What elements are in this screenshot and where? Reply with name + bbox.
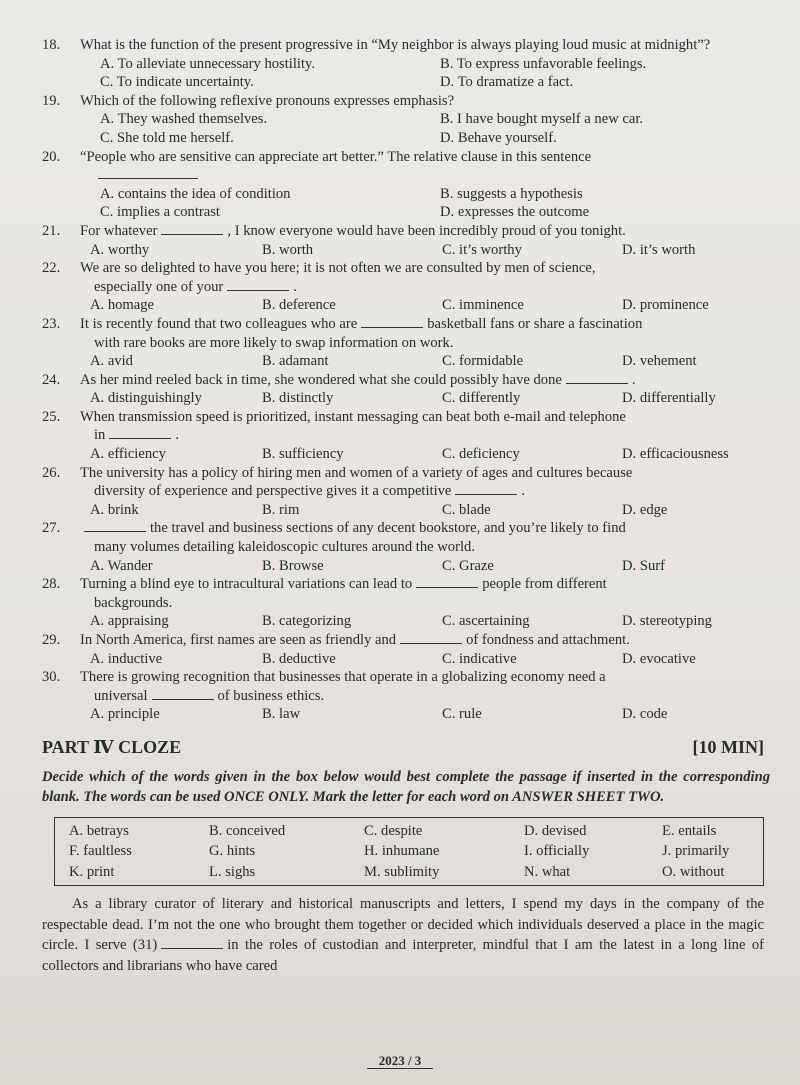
question-number: 26. <box>42 464 61 481</box>
question-stem-end: , I know everyone would have been incredibly proud of you tonight. <box>227 222 626 239</box>
option-b: B. sufficiency <box>262 446 344 463</box>
answer-blank <box>455 482 517 495</box>
question-stem: For whatever <box>80 222 158 239</box>
options <box>42 55 770 92</box>
option-c: C. blade <box>442 501 491 518</box>
option-b: B. adamant <box>262 353 329 370</box>
question-number: 28. <box>42 576 61 593</box>
question-27 <box>42 519 770 575</box>
question-number: 21. <box>42 222 61 239</box>
options <box>42 445 770 464</box>
option-a: A. To alleviate unnecessary hostility. <box>100 55 315 72</box>
question-stem: As her mind reeled back in time, she wondered what she could possibly have done <box>80 371 562 388</box>
question-24 <box>42 371 770 408</box>
option-d: D. expresses the outcome <box>440 204 590 221</box>
question-number: 30. <box>42 669 61 686</box>
question-stem: “People who are sensitive can appreciate art better.” The relative clause in this sentence <box>80 148 592 165</box>
question-stem: When transmission speed is prioritized, instant messaging can beat both e-mail and telephone <box>80 408 626 425</box>
option-d: D. it’s worth <box>622 241 696 258</box>
word-box-item: G. hints <box>209 843 256 860</box>
word-box <box>54 817 764 887</box>
option-b: B. suggests a hypothesis <box>440 185 583 202</box>
answer-blank <box>84 519 146 532</box>
word-box-item: J. primarily <box>662 843 730 860</box>
option-d: D. prominence <box>622 297 709 314</box>
option-c: C. it’s worthy <box>442 241 522 258</box>
answer-blank <box>227 278 289 291</box>
part-title: PART Ⅳ CLOZE <box>42 736 182 757</box>
option-d: D. vehement <box>622 353 697 370</box>
option-a: A. Wander <box>90 557 153 574</box>
option-c: C. ascertaining <box>442 613 530 630</box>
question-stem-end: people from different <box>482 576 607 593</box>
page-number: 2023 / 3 <box>367 1053 434 1069</box>
option-d: D. efficaciousness <box>622 446 729 463</box>
option-a: A. distinguishingly <box>90 390 202 407</box>
question-stem-cont: universal <box>94 687 148 704</box>
question-26 <box>42 464 770 520</box>
question-20 <box>42 148 770 222</box>
question-stem-cont: with rare books are more likely to swap information on work. <box>94 334 454 351</box>
question-stem: Which of the following reflexive pronouns expresses emphasis? <box>80 92 455 109</box>
question-28 <box>42 575 770 631</box>
option-c: C. implies a contrast <box>100 204 220 221</box>
options <box>42 110 770 147</box>
word-box-item: I. officially <box>524 843 590 860</box>
answer-blank <box>161 222 223 235</box>
word-box-item: D. devised <box>524 822 587 839</box>
question-stem-end: of business ethics. <box>217 687 325 704</box>
option-d: D. To dramatize a fact. <box>440 74 574 91</box>
option-a: A. principle <box>90 706 160 723</box>
option-c: C. She told me herself. <box>100 129 234 146</box>
question-stem-end: . <box>631 371 636 388</box>
question-19 <box>42 92 770 148</box>
question-number: 20. <box>42 148 61 165</box>
option-d: D. edge <box>622 501 668 518</box>
word-box-item: F. faultless <box>69 843 132 860</box>
answer-blank <box>361 315 423 328</box>
option-b: B. deductive <box>262 650 336 667</box>
question-stem: The university has a policy of hiring men and women of a variety of ages and cultures because <box>80 464 633 481</box>
question-stem: Turning a blind eye to intracultural variations can lead to <box>80 576 413 593</box>
question-number: 24. <box>42 371 61 388</box>
option-a: A. contains the idea of condition <box>100 185 291 202</box>
question-stem-cont: in <box>94 427 106 444</box>
question-18 <box>42 36 770 92</box>
option-d: D. Behave yourself. <box>440 129 557 146</box>
question-number: 18. <box>42 37 61 53</box>
question-number: 29. <box>42 632 61 648</box>
passage-text-cont: in the roles of custodian and interpreter, mindful that I am the latest in a long line of collectors and librarians who have cared <box>42 937 764 974</box>
options <box>42 612 770 631</box>
option-c: C. rule <box>442 706 482 723</box>
word-box-item: K. print <box>69 863 115 880</box>
question-stem: It is recently found that two colleagues who are <box>80 315 358 332</box>
option-d: D. differentially <box>622 390 716 407</box>
question-stem: What is the function of the present progressive in “My neighbor is always playing loud music at midnight”? <box>80 37 711 53</box>
question-stem-end: . <box>521 483 526 500</box>
answer-blank <box>400 631 462 644</box>
option-a: A. brink <box>90 501 139 518</box>
option-b: B. law <box>262 706 301 723</box>
question-21 <box>42 222 770 259</box>
page-footer <box>0 1052 800 1071</box>
passage <box>42 894 770 976</box>
word-box-item: L. sighs <box>209 863 256 880</box>
question-number: 23. <box>42 315 61 332</box>
answer-blank <box>566 371 628 384</box>
option-b: B. categorizing <box>262 613 352 630</box>
question-stem: We are so delighted to have you here; it is not often we are consulted by men of science, <box>80 260 596 277</box>
options <box>42 389 770 408</box>
question-22 <box>42 259 770 315</box>
option-c: C. formidable <box>442 353 524 370</box>
word-box-item: A. betrays <box>69 822 129 839</box>
option-d: D. evocative <box>622 650 696 667</box>
answer-blank <box>98 166 198 179</box>
options <box>42 705 770 724</box>
answer-blank-31 <box>161 936 223 949</box>
question-23 <box>42 315 770 371</box>
question-number: 19. <box>42 92 61 109</box>
question-stem: the travel and business sections of any decent bookstore, and you’re likely to find <box>150 520 626 537</box>
word-box-item: B. conceived <box>209 822 286 839</box>
option-a: A. avid <box>90 353 133 370</box>
option-b: B. Browse <box>262 557 324 574</box>
option-d: D. Surf <box>622 557 665 574</box>
options <box>42 241 770 260</box>
instructions: Decide which of the words given in the box below would best complete the passage if inserted in the corresponding blank. The words can be used ONCE ONLY. Mark the letter for each word on ANSWER SHEET TWO. <box>42 768 770 805</box>
question-stem-end: basketball fans or share a fascination <box>427 315 643 332</box>
option-a: A. worthy <box>90 241 150 258</box>
question-stem-cont: backgrounds. <box>94 594 173 611</box>
option-b: B. I have bought myself a new car. <box>440 111 644 128</box>
question-number: 27. <box>42 520 61 537</box>
question-stem: There is growing recognition that businesses that operate in a globalizing economy need a <box>80 669 606 686</box>
option-c: C. deficiency <box>442 446 520 463</box>
options <box>42 352 770 371</box>
word-box-item: E. entails <box>662 822 717 839</box>
word-box-item: H. inhumane <box>364 843 440 860</box>
answer-blank <box>416 575 478 588</box>
option-b: B. worth <box>262 241 314 258</box>
options <box>42 185 770 222</box>
part-time: [10 MIN] <box>692 736 764 757</box>
question-25 <box>42 408 770 464</box>
question-stem-cont: many volumes detailing kaleidoscopic cultures around the world. <box>94 539 475 556</box>
option-a: A. inductive <box>90 650 163 667</box>
part-heading <box>42 738 770 757</box>
option-a: A. appraising <box>90 613 169 630</box>
word-box-item: C. despite <box>364 822 423 839</box>
question-stem-cont: especially one of your <box>94 278 224 295</box>
option-c: C. To indicate uncertainty. <box>100 74 254 91</box>
answer-blank <box>152 687 214 700</box>
option-d: D. code <box>622 706 668 723</box>
option-b: B. rim <box>262 501 300 518</box>
question-stem: In North America, first names are seen as friendly and <box>80 632 397 648</box>
passage-text: As a library curator of literary and historical manuscripts and letters, I spend my days in the company of the respectable dead. I’m not the one who brought them together or decided which individuals deserved a place in the magic circle. I serve (31) <box>42 896 764 954</box>
option-c: C. indicative <box>442 650 517 667</box>
word-box-item: N. what <box>524 863 571 880</box>
question-number: 25. <box>42 408 61 425</box>
answer-blank <box>109 426 171 439</box>
options <box>42 501 770 520</box>
options <box>42 650 770 669</box>
option-b: B. deference <box>262 297 336 314</box>
options <box>42 296 770 315</box>
option-b: B. To express unfavorable feelings. <box>440 55 647 72</box>
question-stem-cont: diversity of experience and perspective gives it a competitive <box>94 483 452 500</box>
option-c: C. Graze <box>442 557 494 574</box>
question-30 <box>42 668 770 724</box>
question-stem-end: of fondness and attachment. <box>466 632 630 648</box>
options <box>42 557 770 576</box>
question-stem-end: . <box>293 278 297 295</box>
option-b: B. distinctly <box>262 390 334 407</box>
word-box-item: M. sublimity <box>364 863 440 880</box>
word-box-item: O. without <box>662 863 725 880</box>
question-stem-end: . <box>175 427 180 444</box>
question-29 <box>42 631 770 668</box>
option-c: C. differently <box>442 390 521 407</box>
option-a: A. homage <box>90 297 155 314</box>
option-c: C. imminence <box>442 297 524 314</box>
option-d: D. stereotyping <box>622 613 712 630</box>
question-number: 22. <box>42 260 61 277</box>
option-a: A. They washed themselves. <box>100 111 268 128</box>
option-a: A. efficiency <box>90 446 166 463</box>
